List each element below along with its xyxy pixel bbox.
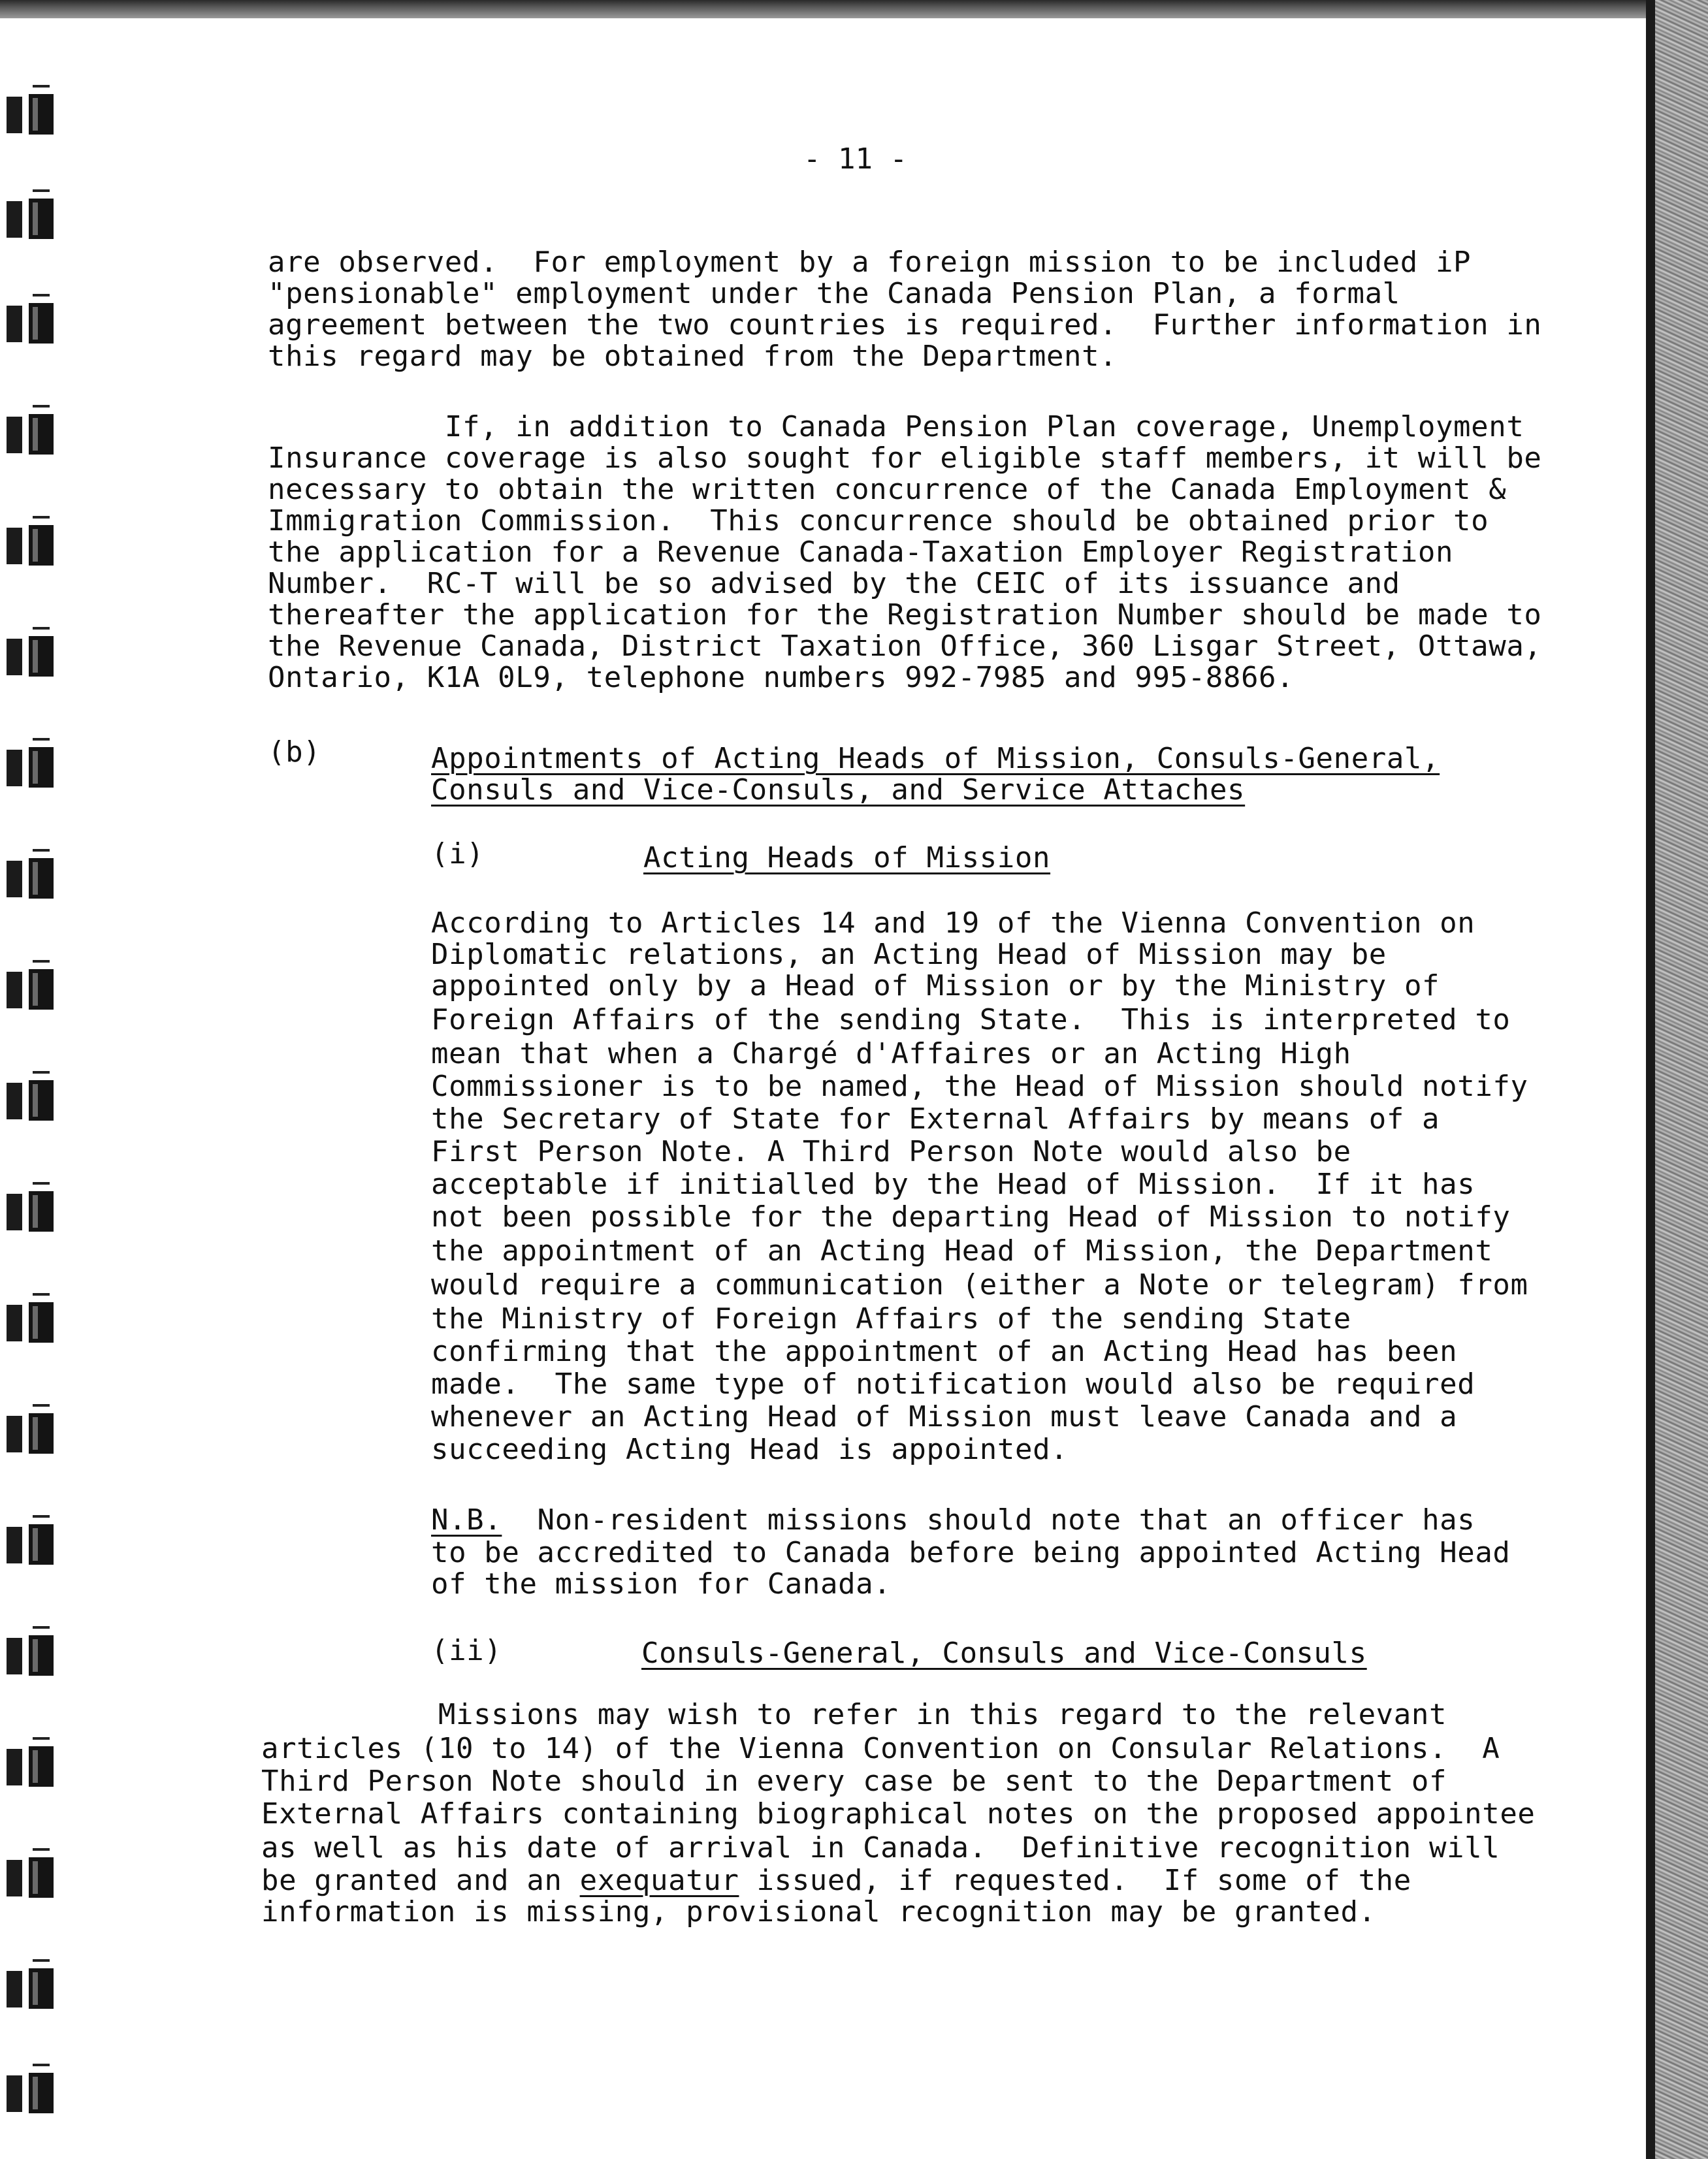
binder-hole — [3, 294, 54, 346]
paragraph-line — [261, 1865, 1411, 1896]
paragraph-line: are observed. For employment by a foreign mission to be included iP — [268, 246, 1472, 279]
binder-hole — [3, 189, 54, 242]
paragraph-line: articles (10 to 14) of the Vienna Convention on Consular Relations. A — [261, 1732, 1500, 1765]
paragraph-line: thereafter the application for the Registration Number should be made to — [268, 598, 1542, 632]
text-run: be granted and an — [261, 1864, 580, 1897]
paragraph-line: Diplomatic relations, an Acting Head of Mission may be — [431, 938, 1387, 971]
binder-hole — [3, 1293, 54, 1345]
nb-line — [431, 1505, 1475, 1536]
paragraph-line: the Revenue Canada, District Taxation Office, 360 Lisgar Street, Ottawa, — [268, 630, 1542, 663]
section-heading-line: Consuls and Vice-Consuls, and Service Attaches — [431, 773, 1246, 807]
nb-line: of the mission for Canada. — [431, 1567, 892, 1601]
binder-hole — [3, 738, 54, 790]
binder-hole — [3, 2064, 54, 2116]
nb-label: N.B. — [431, 1503, 502, 1537]
paragraph-line: Ontario, K1A 0L9, telephone numbers 992-7985 and 995-8866. — [268, 661, 1295, 694]
paragraph-line: agreement between the two countries is required. Further information in — [268, 308, 1542, 342]
binder-hole — [3, 1626, 54, 1678]
paragraph-line: Insurance coverage is also sought for eligible staff members, it will be — [268, 441, 1542, 475]
binder-hole — [3, 1182, 54, 1234]
paragraph-line: acceptable if initialled by the Head of Mission. If it has — [431, 1168, 1475, 1201]
binder-hole — [3, 1848, 54, 1900]
paragraph-line: the Secretary of State for External Affairs by means of a — [431, 1102, 1440, 1136]
nb-text: Non-resident missions should note that an officer has — [502, 1503, 1475, 1537]
paragraph-line: as well as his date of arrival in Canada. Definitive recognition will — [261, 1831, 1500, 1864]
exequatur-term: exequatur — [579, 1864, 739, 1897]
paragraph-line: Third Person Note should in every case be sent to the Department of — [261, 1765, 1447, 1798]
paragraph-line: "pensionable" employment under the Canada Pension Plan, a formal — [268, 277, 1400, 310]
paragraph-line: External Affairs containing biographical notes on the proposed appointee — [261, 1797, 1536, 1831]
paragraph-line: appointed only by a Head of Mission or by the Ministry of — [431, 969, 1440, 1002]
binder-hole — [3, 1737, 54, 1789]
paragraph-line: information is missing, provisional recognition may be granted. — [261, 1895, 1376, 1928]
binder-hole — [3, 849, 54, 901]
paragraph-line: Immigration Commission. This concurrence should be obtained prior to — [268, 504, 1489, 537]
binder-hole — [3, 85, 54, 137]
nb-line: to be accredited to Canada before being appointed Acting Head — [431, 1536, 1511, 1569]
subsection-label: (ii) — [431, 1634, 502, 1667]
scan-right-edge — [1646, 0, 1708, 2159]
paragraph-line: whenever an Acting Head of Mission must leave Canada and a — [431, 1400, 1458, 1433]
text-run: issued, if requested. If some of the — [739, 1864, 1411, 1897]
paragraph-line: succeeding Acting Head is appointed. — [431, 1433, 1069, 1466]
paragraph-line: confirming that the appointment of an Acting Head has been — [431, 1335, 1458, 1368]
binder-hole — [3, 1404, 54, 1456]
paragraph-line: would require a communication (either a Note or telegram) from — [431, 1268, 1528, 1302]
page-number: - 11 - — [803, 142, 907, 176]
paragraph-line: According to Articles 14 and 19 of the Vienna Convention on — [431, 906, 1475, 940]
paragraph-line: this regard may be obtained from the Department. — [268, 340, 1118, 373]
binder-hole — [3, 1515, 54, 1567]
paragraph-line: made. The same type of notification would also be required — [431, 1367, 1475, 1401]
subsection-label: (i) — [431, 837, 485, 871]
section-label: (b) — [268, 735, 321, 769]
subsection-heading: Consuls-General, Consuls and Vice-Consuls — [641, 1637, 1367, 1670]
paragraph-line: Commissioner is to be named, the Head of Mission should notify — [431, 1070, 1528, 1103]
paragraph-line: the application for a Revenue Canada-Taxation Employer Registration — [268, 536, 1454, 569]
binder-hole — [3, 1959, 54, 2011]
paragraph-line: mean that when a Chargé d'Affaires or an Acting High — [431, 1037, 1351, 1070]
subsection-heading: Acting Heads of Mission — [643, 841, 1051, 874]
paragraph-line: the appointment of an Acting Head of Mission, the Department — [431, 1234, 1493, 1268]
scan-top-edge — [0, 0, 1708, 18]
binder-hole — [3, 516, 54, 568]
paragraph-line: not been possible for the departing Head of Mission to notify — [431, 1200, 1511, 1234]
paragraph-line: Missions may wish to refer in this regard to the relevant — [261, 1698, 1447, 1731]
binder-hole — [3, 627, 54, 679]
paragraph-line: Foreign Affairs of the sending State. This is interpreted to — [431, 1003, 1511, 1036]
binder-holes — [0, 0, 59, 2159]
paragraph-line: First Person Note. A Third Person Note would also be — [431, 1135, 1351, 1168]
binder-hole — [3, 405, 54, 457]
paragraph-line: necessary to obtain the written concurrence of the Canada Employment & — [268, 473, 1507, 506]
paragraph-line: Number. RC-T will be so advised by the CEIC of its issuance and — [268, 567, 1400, 600]
paragraph-line: the Ministry of Foreign Affairs of the sending State — [431, 1302, 1351, 1335]
binder-hole — [3, 960, 54, 1012]
binder-hole — [3, 1071, 54, 1123]
section-heading-line: Appointments of Acting Heads of Mission, Consuls-General, — [431, 742, 1440, 775]
paragraph-line: If, in addition to Canada Pension Plan coverage, Unemployment — [268, 410, 1524, 443]
